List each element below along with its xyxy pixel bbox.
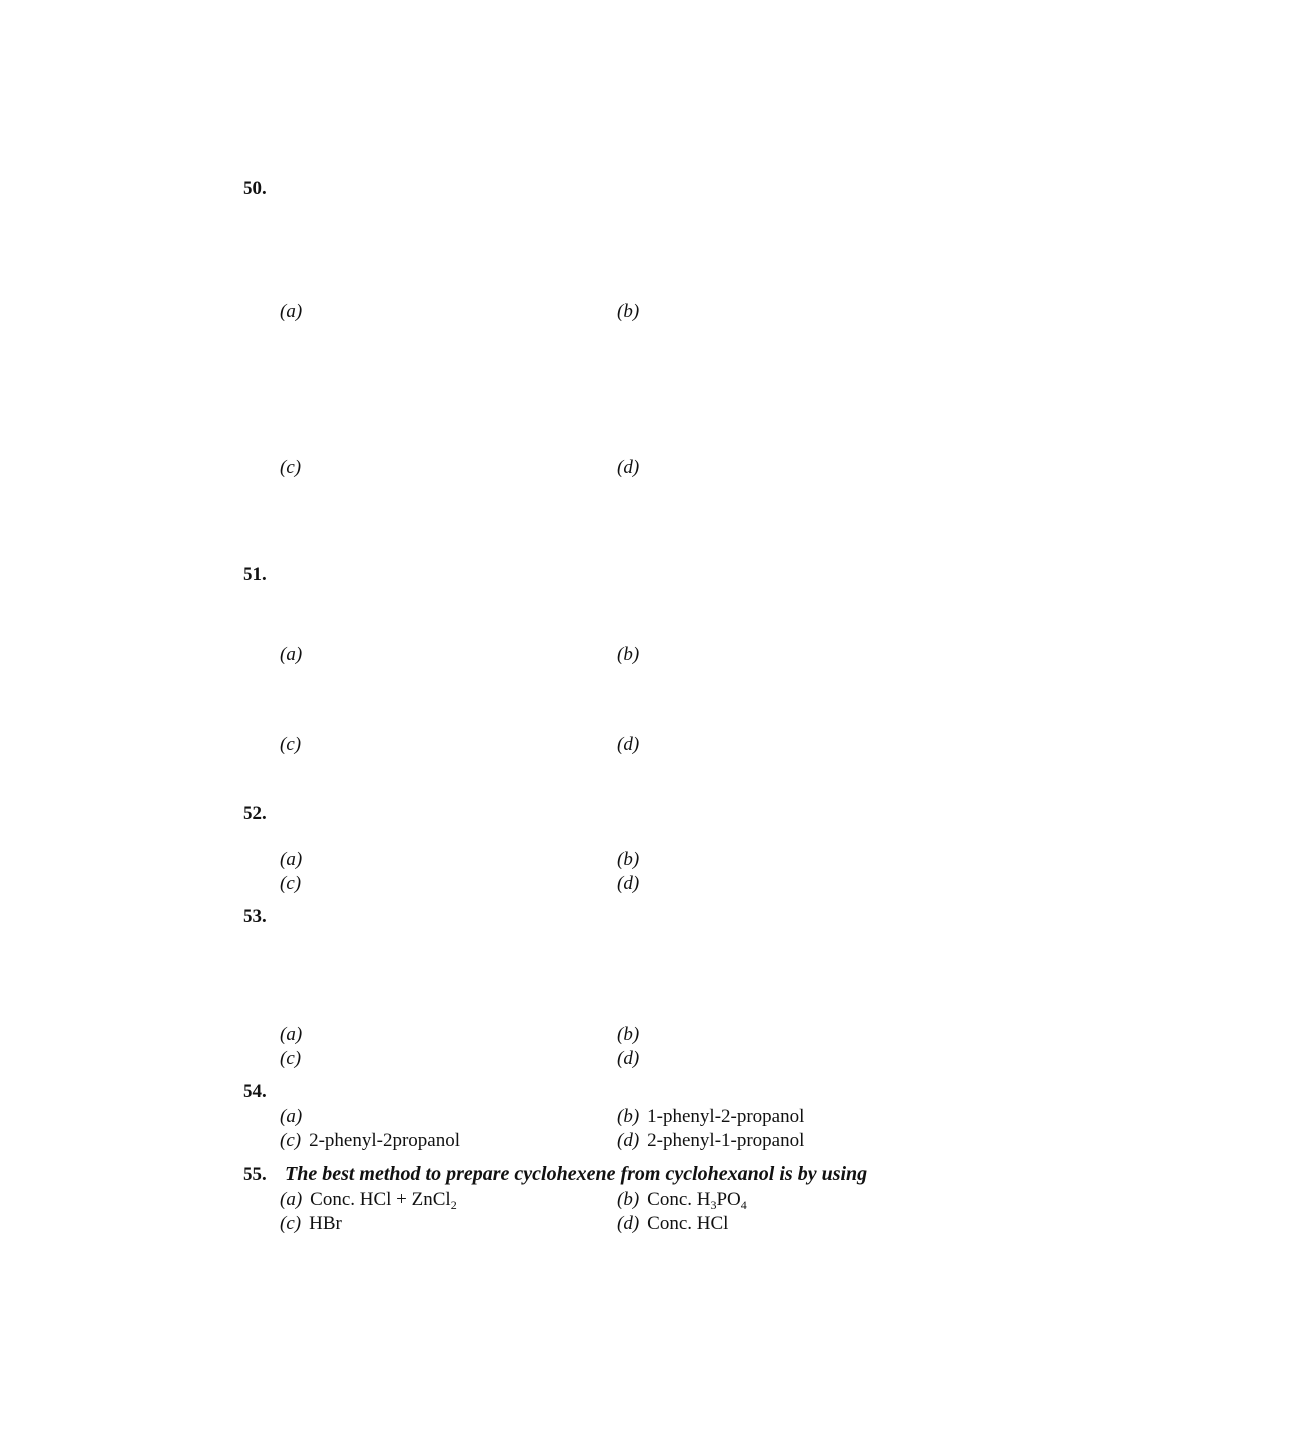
option-text: HBr [309,1213,342,1234]
option-label: (a) [280,1106,303,1127]
option-label: (c) [280,457,302,478]
option-b [617,1106,804,1128]
subscript: 2 [450,1198,457,1212]
option-label: (a) [280,849,303,870]
option-label: (d) [617,734,640,755]
option-label: (a) [280,1189,303,1210]
option-label: (b) [617,1106,640,1127]
question-stem: The best method to prepare cyclohexene from cyclohexanol is by using [285,1163,868,1185]
option-label: (d) [617,457,640,478]
option-b [617,849,639,871]
option-c [280,1213,342,1235]
option-label: (d) [617,1048,640,1069]
option-d [617,457,639,479]
option-text: 1-phenyl-2-propanol [647,1106,805,1127]
subscript: 3 [710,1198,717,1212]
option-label: (c) [280,1213,302,1234]
option-label: (d) [617,1213,640,1234]
option-b [617,644,639,666]
question-number: 55. [243,1164,267,1185]
option-a [280,849,302,871]
option-label: (c) [280,1048,302,1069]
option-label: (b) [617,301,640,322]
option-label: (d) [617,873,640,894]
question-number: 54. [243,1081,267,1102]
option-c [280,1130,460,1152]
question-number: 53. [243,906,267,927]
subscript: 4 [740,1198,747,1212]
option-c [280,1048,301,1070]
option-label: (b) [617,644,640,665]
option-label: (c) [280,1130,302,1151]
option-text [310,1189,457,1210]
option-d [617,1048,639,1070]
option-text [647,1189,747,1210]
option-c [280,734,301,756]
option-d [617,734,639,756]
option-b [617,301,639,323]
option-label: (a) [280,1024,303,1045]
option-a [280,1106,302,1128]
question-number: 51. [243,564,267,585]
option-d [617,1130,804,1152]
option-b [617,1024,639,1046]
option-text: 2-phenyl-1-propanol [647,1130,805,1151]
option-text: 2-phenyl-2propanol [309,1130,460,1151]
option-c [280,873,301,895]
option-a [280,1024,302,1046]
option-label: (b) [617,1024,640,1045]
option-label: (c) [280,734,302,755]
option-text: Conc. HCl [647,1213,729,1234]
option-c [280,457,301,479]
option-label: (c) [280,873,302,894]
option-label: (a) [280,301,303,322]
option-a [280,301,302,323]
formula-text: Conc. HCl + ZnCl [310,1189,451,1210]
option-a [280,644,302,666]
option-a [280,1189,457,1213]
formula-text: Conc. H [647,1189,711,1210]
question-number: 52. [243,803,267,824]
formula-text: PO [716,1189,741,1210]
option-label: (b) [617,849,640,870]
option-label: (d) [617,1130,640,1151]
option-d [617,1213,728,1235]
option-label: (a) [280,644,303,665]
option-d [617,873,639,895]
option-b [617,1189,747,1213]
question-number: 50. [243,178,267,199]
option-label: (b) [617,1189,640,1210]
